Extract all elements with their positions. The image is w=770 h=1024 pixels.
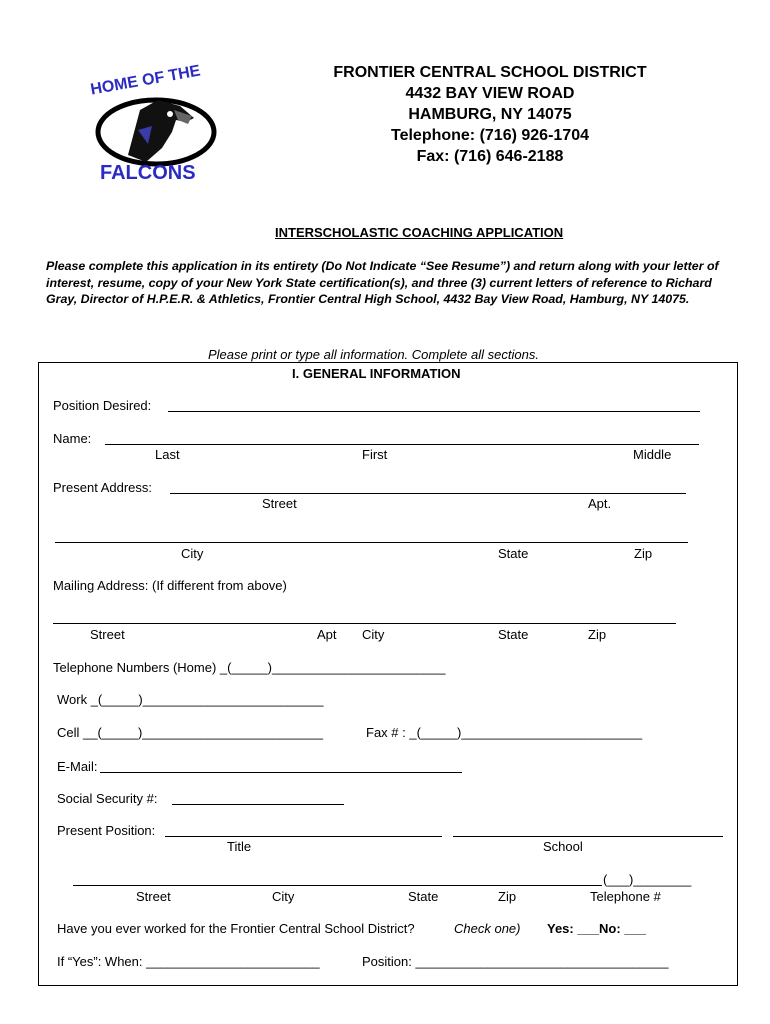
name-field[interactable] [105,432,699,445]
logo-bottom-text: FALCONS [100,162,196,184]
work-telephone-field[interactable]: Work _(_____)_________________________ [57,692,324,707]
mailing-address-label: Mailing Address: (If different from above) [53,578,287,593]
name-last-caption: Last [155,447,180,462]
mailing-apt-caption: Apt [317,627,337,642]
cell-telephone-field[interactable]: Cell __(_____)_________________________ [57,725,324,740]
pp-street-caption: Street [136,889,171,904]
pp-telephone-field[interactable]: (___)________ [603,872,692,887]
district-street: 4432 BAY VIEW ROAD [405,85,575,102]
position-desired-label: Position Desired: [53,398,152,413]
if-yes-position-field[interactable]: Position: ___________________________________ [362,954,669,969]
present-position-school-field[interactable] [453,824,723,837]
city-caption: City [181,546,204,561]
logo-top-text: HOME OF THE [89,62,202,99]
section-title: I. GENERAL INFORMATION [292,366,461,381]
district-fax: Fax: (716) 646-2188 [416,148,564,165]
home-telephone-field[interactable]: Telephone Numbers (Home) _(_____)________________________ [53,660,446,675]
ssn-field[interactable] [172,792,344,805]
name-label: Name: [53,431,92,446]
pp-zip-caption: Zip [498,889,517,904]
if-yes-when-field[interactable]: If “Yes”: When: ________________________ [57,954,320,969]
apt-caption: Apt. [588,496,612,511]
district-city: HAMBURG, NY 14075 [408,106,572,123]
present-address-field[interactable] [170,481,686,494]
mailing-street-caption: Street [90,627,125,642]
city-state-zip-field[interactable] [55,530,688,543]
zip-caption: Zip [634,546,653,561]
present-address-label: Present Address: [53,480,152,495]
mailing-state-caption: State [498,627,529,642]
mailing-city-caption: City [362,627,385,642]
mailing-address-field[interactable] [53,611,676,624]
fax-number-field[interactable]: Fax # : _(_____)_________________________ [366,725,643,740]
state-caption: State [498,546,529,561]
name-first-caption: First [362,447,388,462]
street-caption: Street [262,496,297,511]
name-middle-caption: Middle [633,447,672,462]
district-phone: Telephone: (716) 926-1704 [390,127,589,144]
pp-school-caption: School [543,839,583,854]
pp-title-caption: Title [227,839,252,854]
present-position-label: Present Position: [57,823,156,838]
ssn-label: Social Security #: [57,791,158,806]
position-desired-field[interactable] [168,399,700,412]
form-title: INTERSCHOLASTIC COACHING APPLICATION [275,225,564,240]
present-position-address-field[interactable] [73,873,602,886]
falcons-logo [88,62,228,190]
pp-state-caption: State [408,889,439,904]
email-field[interactable] [100,760,462,773]
instructions: Please print or type all information. Complete all sections. [208,347,539,362]
email-label: E-Mail: [57,759,98,774]
pp-telephone-caption: Telephone # [590,889,661,904]
intro-paragraph: Please complete this application in its entirety (Do Not Indicate “See Resume”) and return along with your letter of interest, resume, copy of your New York State certification(s), and three (3) current letters of reference to Richard Gray, Director of H.P.E.R. & Athletics, Frontier Central High School, 4432 Bay View Road, Hamburg, NY 14075. [46,259,719,306]
mailing-zip-caption: Zip [588,627,607,642]
present-position-title-field[interactable] [165,824,442,837]
district-name: FRONTIER CENTRAL SCHOOL DISTRICT [333,64,647,81]
pp-city-caption: City [272,889,295,904]
check-one-note: Check one) [454,921,521,936]
worked-question: Have you ever worked for the Frontier Central School District? [57,921,415,936]
yes-no-field[interactable]: Yes: ___No: ___ [547,921,647,936]
